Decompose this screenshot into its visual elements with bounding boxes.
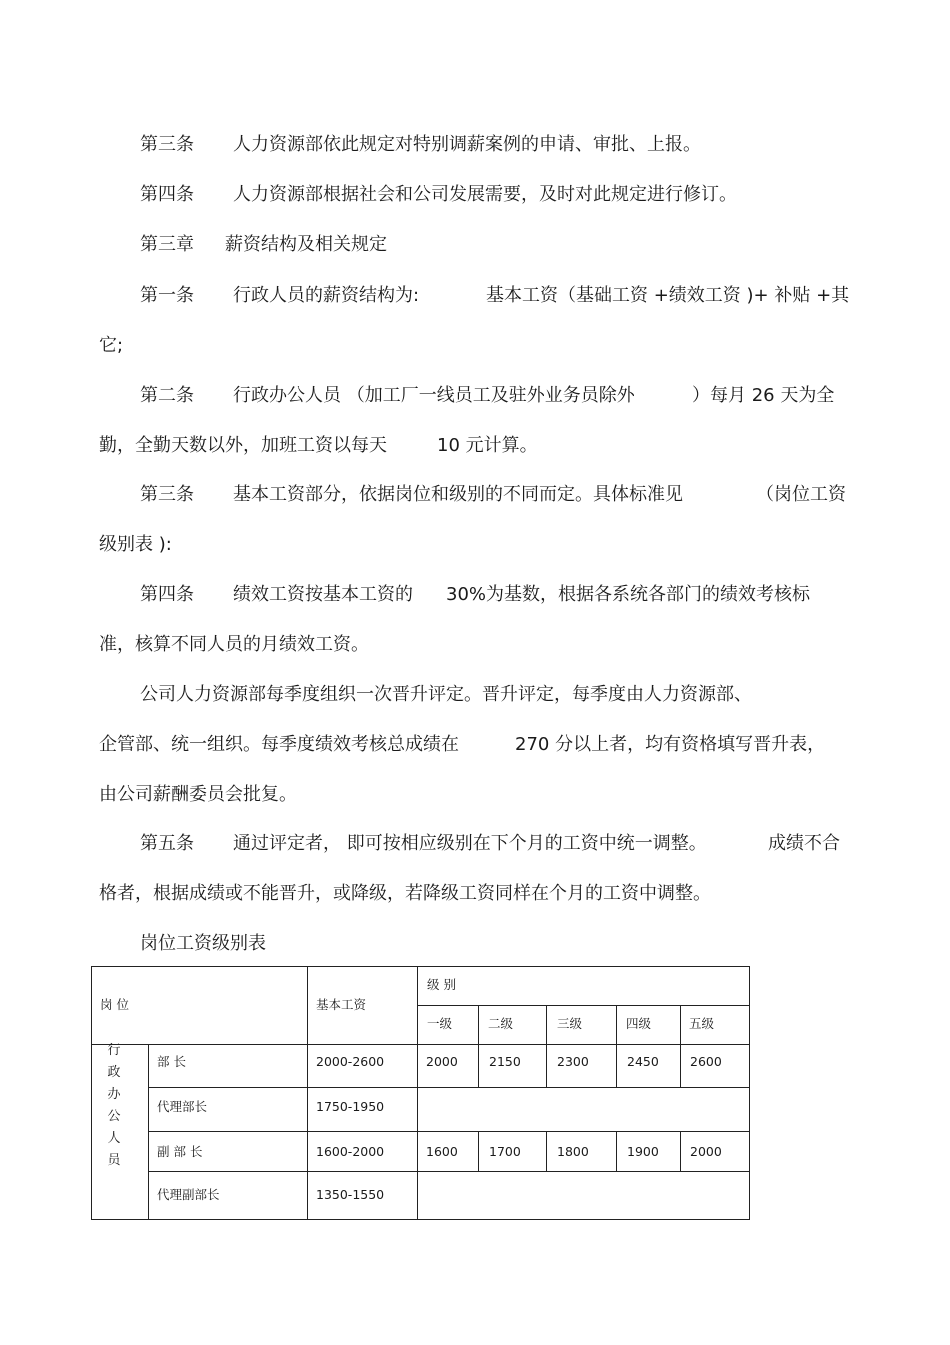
clause-text: 基本工资（基础工资 +绩效工资 )+ 补贴 +其 xyxy=(486,285,850,306)
level-header: 五级 xyxy=(689,1016,715,1031)
clause-text: 人力资源部根据社会和公司发展需要，及时对此规定进行修订。 xyxy=(233,184,737,205)
clause-text: 它; xyxy=(99,335,124,356)
header-position: 岗 位 xyxy=(100,997,129,1012)
header-base-salary: 基本工资 xyxy=(316,997,367,1012)
base-cell: 1750-1950 xyxy=(316,1099,385,1114)
role-cell: 代理部长 xyxy=(157,1099,208,1114)
level-header: 四级 xyxy=(626,1016,652,1031)
clause-text: 企管部、统一组织。每季度绩效考核总成绩在 xyxy=(99,734,459,755)
value-cell: 2000 xyxy=(426,1054,458,1069)
value-cell: 2150 xyxy=(489,1054,521,1069)
clause-label: 第三条 xyxy=(140,134,194,155)
group-label: 行 政 办 公 人 员 xyxy=(107,1043,121,1168)
clause-text: 由公司薪酬委员会批复。 xyxy=(99,784,297,805)
clause-text: 公司人力资源部每季度组织一次晋升评定。晋升评定，每季度由人力资源部、 xyxy=(140,684,752,705)
clause-text: 格者，根据成绩或不能晋升，或降级，若降级工资同样在个月的工资中调整。 xyxy=(99,883,711,904)
table-grid xyxy=(91,966,750,1220)
clause-text: 人力资源部依此规定对特别调薪案例的申请、审批、上报。 xyxy=(233,134,701,155)
clause-label: 第三条 xyxy=(140,484,194,505)
value-cell: 1600 xyxy=(426,1144,458,1159)
clause-label: 第四条 xyxy=(140,184,194,205)
base-cell: 2000-2600 xyxy=(316,1054,385,1069)
role-cell: 副 部 长 xyxy=(157,1144,203,1159)
clause-label: 第五条 xyxy=(140,833,194,854)
clause-text: 级别表 ): xyxy=(99,534,172,555)
clause-text: 勤，全勤天数以外，加班工资以每天 xyxy=(99,435,387,456)
clause-text: 通过评定者， 即可按相应级别在下个月的工资中统一调整。 xyxy=(233,833,707,854)
clause-text: 10 元计算。 xyxy=(437,435,538,456)
clause-text: 行政人员的薪资结构为: xyxy=(233,285,420,306)
header-level: 级 别 xyxy=(427,977,456,992)
chapter-label: 第三章 xyxy=(140,234,194,255)
clause-text: 基本工资部分，依据岗位和级别的不同而定。具体标准见 xyxy=(233,484,683,505)
clause-label: 第二条 xyxy=(140,385,194,406)
value-cell: 2300 xyxy=(557,1054,589,1069)
clause-label: 第四条 xyxy=(140,584,194,605)
role-cell: 代理副部长 xyxy=(157,1187,220,1202)
clause-text: 绩效工资按基本工资的 xyxy=(233,584,413,605)
clause-text: 30%为基数，根据各系统各部门的绩效考核标 xyxy=(446,584,811,605)
value-cell: 2000 xyxy=(690,1144,722,1159)
clause-text: 行政办公人员 （加工厂一线员工及驻外业务员除外 xyxy=(233,385,635,406)
role-cell: 部 长 xyxy=(157,1054,186,1069)
clause-text: 270 分以上者，均有资格填写晋升表， xyxy=(515,734,826,755)
clause-text: 准，核算不同人员的月绩效工资。 xyxy=(99,634,369,655)
base-cell: 1350-1550 xyxy=(316,1187,385,1202)
level-header: 二级 xyxy=(488,1016,514,1031)
value-cell: 2450 xyxy=(627,1054,659,1069)
table-title: 岗位工资级别表 xyxy=(140,933,266,954)
level-header: 一级 xyxy=(427,1016,453,1031)
clause-text: （岗位工资 xyxy=(756,484,846,505)
clause-text: ）每月 26 天为全 xyxy=(692,385,835,406)
clause-text: 成绩不合 xyxy=(768,833,840,854)
clause-label: 第一条 xyxy=(140,285,194,306)
value-cell: 2600 xyxy=(690,1054,722,1069)
salary-grade-table xyxy=(91,966,750,1220)
base-cell: 1600-2000 xyxy=(316,1144,385,1159)
value-cell: 1800 xyxy=(557,1144,589,1159)
value-cell: 1700 xyxy=(489,1144,521,1159)
chapter-title: 薪资结构及相关规定 xyxy=(225,234,387,255)
level-header: 三级 xyxy=(557,1016,583,1031)
value-cell: 1900 xyxy=(627,1144,659,1159)
